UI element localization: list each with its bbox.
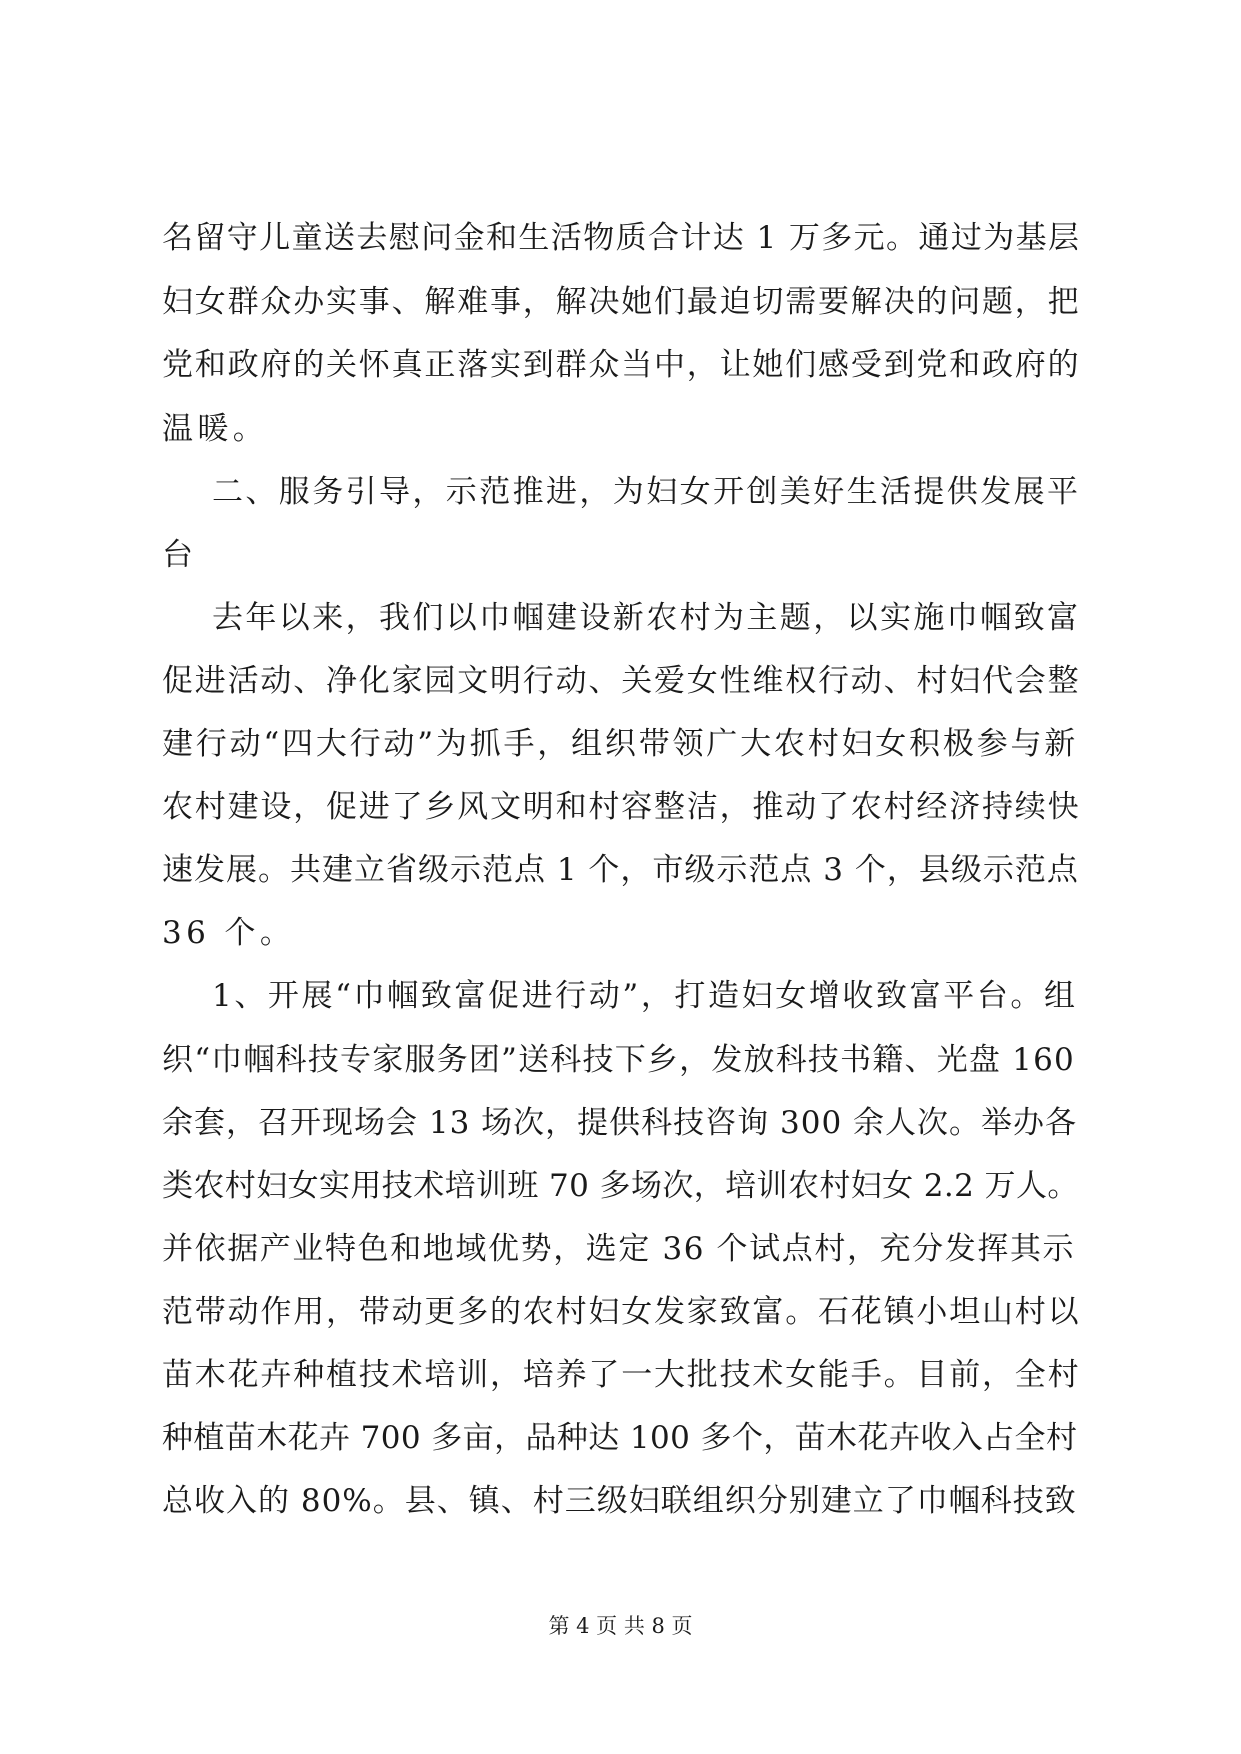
paragraph-line: 36 个。 bbox=[162, 915, 296, 951]
paragraph-line: 类农村妇女实用技术培训班 70 多场次，培训农村妇女 2.2 万人。 bbox=[162, 1168, 1079, 1204]
paragraph-line: 促进活动、净化家园文明行动、关爱女性维权行动、村妇代会整 bbox=[162, 663, 1081, 699]
paragraph-line: 温暖。 bbox=[162, 411, 269, 447]
paragraph-line: 去年以来，我们以巾帼建设新农村为主题，以实施巾帼致富 bbox=[212, 600, 1081, 636]
paragraph-line: 织“巾帼科技专家服务团”送科技下乡，发放科技书籍、光盘 160 bbox=[162, 1042, 1075, 1078]
paragraph-line: 并依据产业特色和地域优势，选定 36 个试点村，充分发挥其示 bbox=[162, 1231, 1076, 1267]
page-footer: 第 4 页 共 8 页 bbox=[548, 1614, 693, 1638]
paragraph-line: 余套，召开现场会 13 场次，提供科技咨询 300 余人次。举办各 bbox=[162, 1105, 1078, 1141]
paragraph-line: 速发展。共建立省级示范点 1 个，市级示范点 3 个，县级示范点 bbox=[162, 852, 1079, 888]
paragraph-line: 总收入的 80%。县、镇、村三级妇联组织分别建立了巾帼科技致 bbox=[162, 1483, 1077, 1519]
paragraph-line: 种植苗木花卉 700 多亩，品种达 100 多个，苗木花卉收入占全村 bbox=[162, 1420, 1078, 1456]
paragraph-line: 农村建设，促进了乡风文明和村容整洁，推动了农村经济持续快 bbox=[162, 789, 1081, 825]
paragraph-line: 范带动作用，带动更多的农村妇女发家致富。石花镇小坦山村以 bbox=[162, 1294, 1081, 1330]
paragraph-line: 名留守儿童送去慰问金和生活物质合计达 1 万多元。通过为基层 bbox=[162, 220, 1081, 256]
paragraph-line: 妇女群众办实事、解难事，解决她们最迫切需要解决的问题，把 bbox=[162, 284, 1081, 320]
paragraph-line: 台 bbox=[162, 537, 198, 573]
paragraph-line: 1、开展“巾帼致富促进行动”，打造妇女增收致富平台。组 bbox=[212, 978, 1078, 1014]
paragraph-line: 二、服务引导，示范推进，为妇女开创美好生活提供发展平 bbox=[212, 474, 1081, 510]
paragraph-line: 建行动“四大行动”为抓手，组织带领广大农村妇女积极参与新 bbox=[162, 726, 1079, 762]
paragraph-line: 苗木花卉种植技术培训，培养了一大批技术女能手。目前，全村 bbox=[162, 1357, 1081, 1393]
paragraph-line: 党和政府的关怀真正落实到群众当中，让她们感受到党和政府的 bbox=[162, 347, 1081, 383]
